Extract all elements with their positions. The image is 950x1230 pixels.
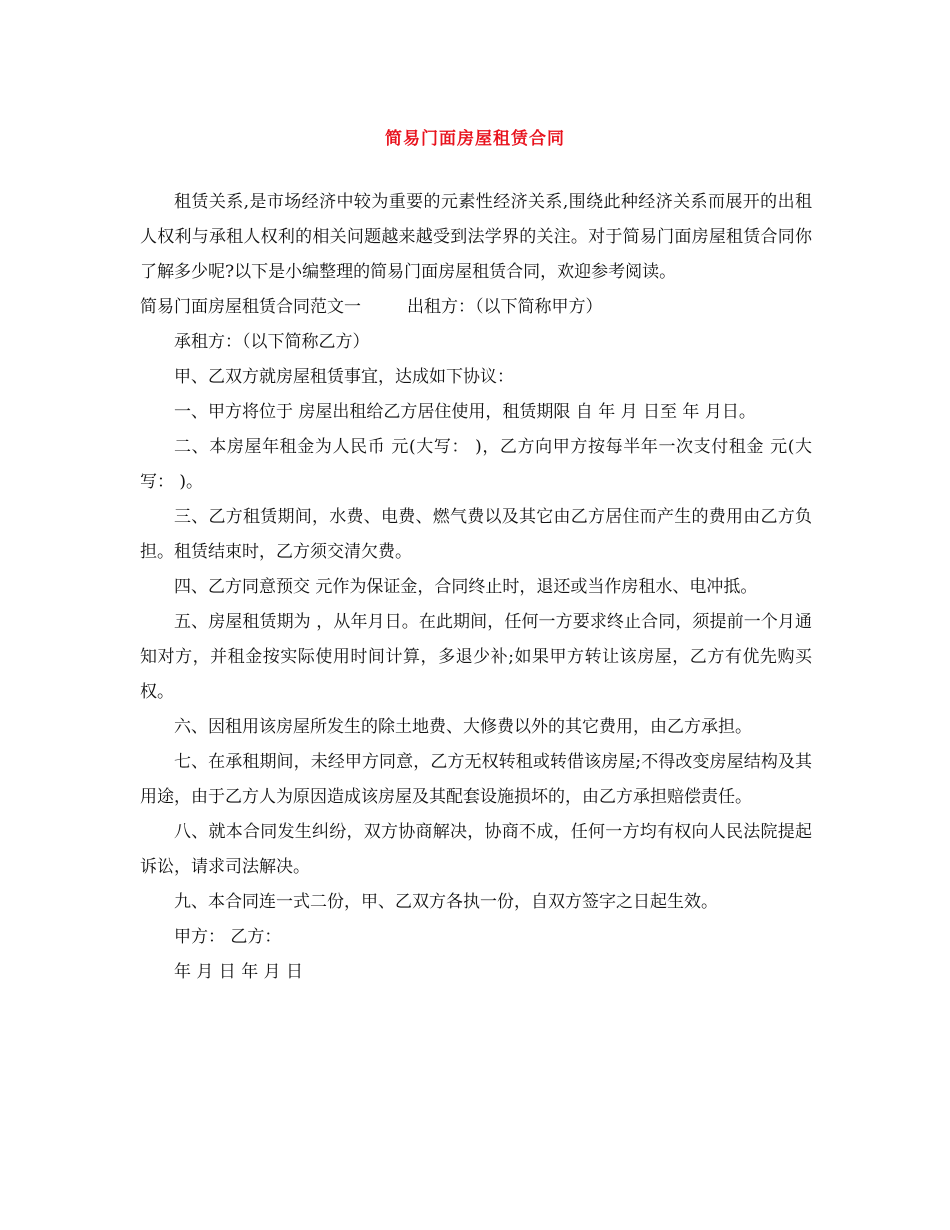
- signature-line: 甲方： 乙方：: [174, 927, 282, 947]
- lessee-line: 承租方：（以下简称乙方）: [174, 332, 370, 352]
- document-title: 简易门面房屋租赁合同: [385, 129, 565, 149]
- clause-3: 三、乙方租赁期间，水费、电费、燃气费以及其它由乙方居住而产生的费用由乙方负担。租赁结束时，乙方须交清欠费。: [140, 507, 812, 562]
- clause-2: 二、本房屋年租金为人民币 元(大写： )，乙方向甲方按每半年一次支付租金 元(大写： )。: [140, 437, 812, 492]
- clause-4: 四、乙方同意预交 元作为保证金，合同终止时，退还或当作房租水、电冲抵。: [174, 577, 758, 597]
- sample-heading-line: [140, 290, 812, 325]
- clause-6: 六、因租用该房屋所发生的除土地费、大修费以外的其它费用，由乙方承担。: [174, 717, 752, 737]
- document-body: [140, 185, 812, 990]
- sample-heading: 简易门面房屋租赁合同范文一: [140, 297, 361, 317]
- intro-paragraph: 租赁关系,是市场经济中较为重要的元素性经济关系,围绕此种经济关系而展开的出租人权利与承租人权利的相关问题越来越受到法学界的关注。对于简易门面房屋租赁合同你了解多少呢?以下是小编整理的简易门面房屋租赁合同，欢迎参考阅读。: [140, 192, 812, 282]
- preamble-paragraph: 甲、乙双方就房屋租赁事宜，达成如下协议：: [174, 367, 514, 387]
- date-line: 年 月 日 年 月 日: [174, 962, 304, 982]
- clause-8: 八、就本合同发生纠纷，双方协商解决，协商不成，任何一方均有权向人民法院提起诉讼，请求司法解决。: [140, 822, 812, 877]
- clause-9: 九、本合同连一式二份，甲、乙双方各执一份，自双方签字之日起生效。: [174, 892, 718, 912]
- lessor-line: 出租方：（以下简称甲方）: [407, 297, 603, 317]
- clause-7: 七、在承租期间，未经甲方同意，乙方无权转租或转借该房屋;不得改变房屋结构及其用途，由于乙方人为原因造成该房屋及其配套设施损坏的，由乙方承担赔偿责任。: [140, 752, 812, 807]
- clause-1: 一、甲方将位于 房屋出租给乙方居住使用，租赁期限 自 年 月 日至 年 月日。: [174, 402, 756, 422]
- clause-5: 五、房屋租赁期为 ，从年月日。在此期间，任何一方要求终止合同，须提前一个月通知对方，并租金按实际使用时间计算，多退少补;如果甲方转让该房屋，乙方有优先购买权。: [140, 612, 812, 702]
